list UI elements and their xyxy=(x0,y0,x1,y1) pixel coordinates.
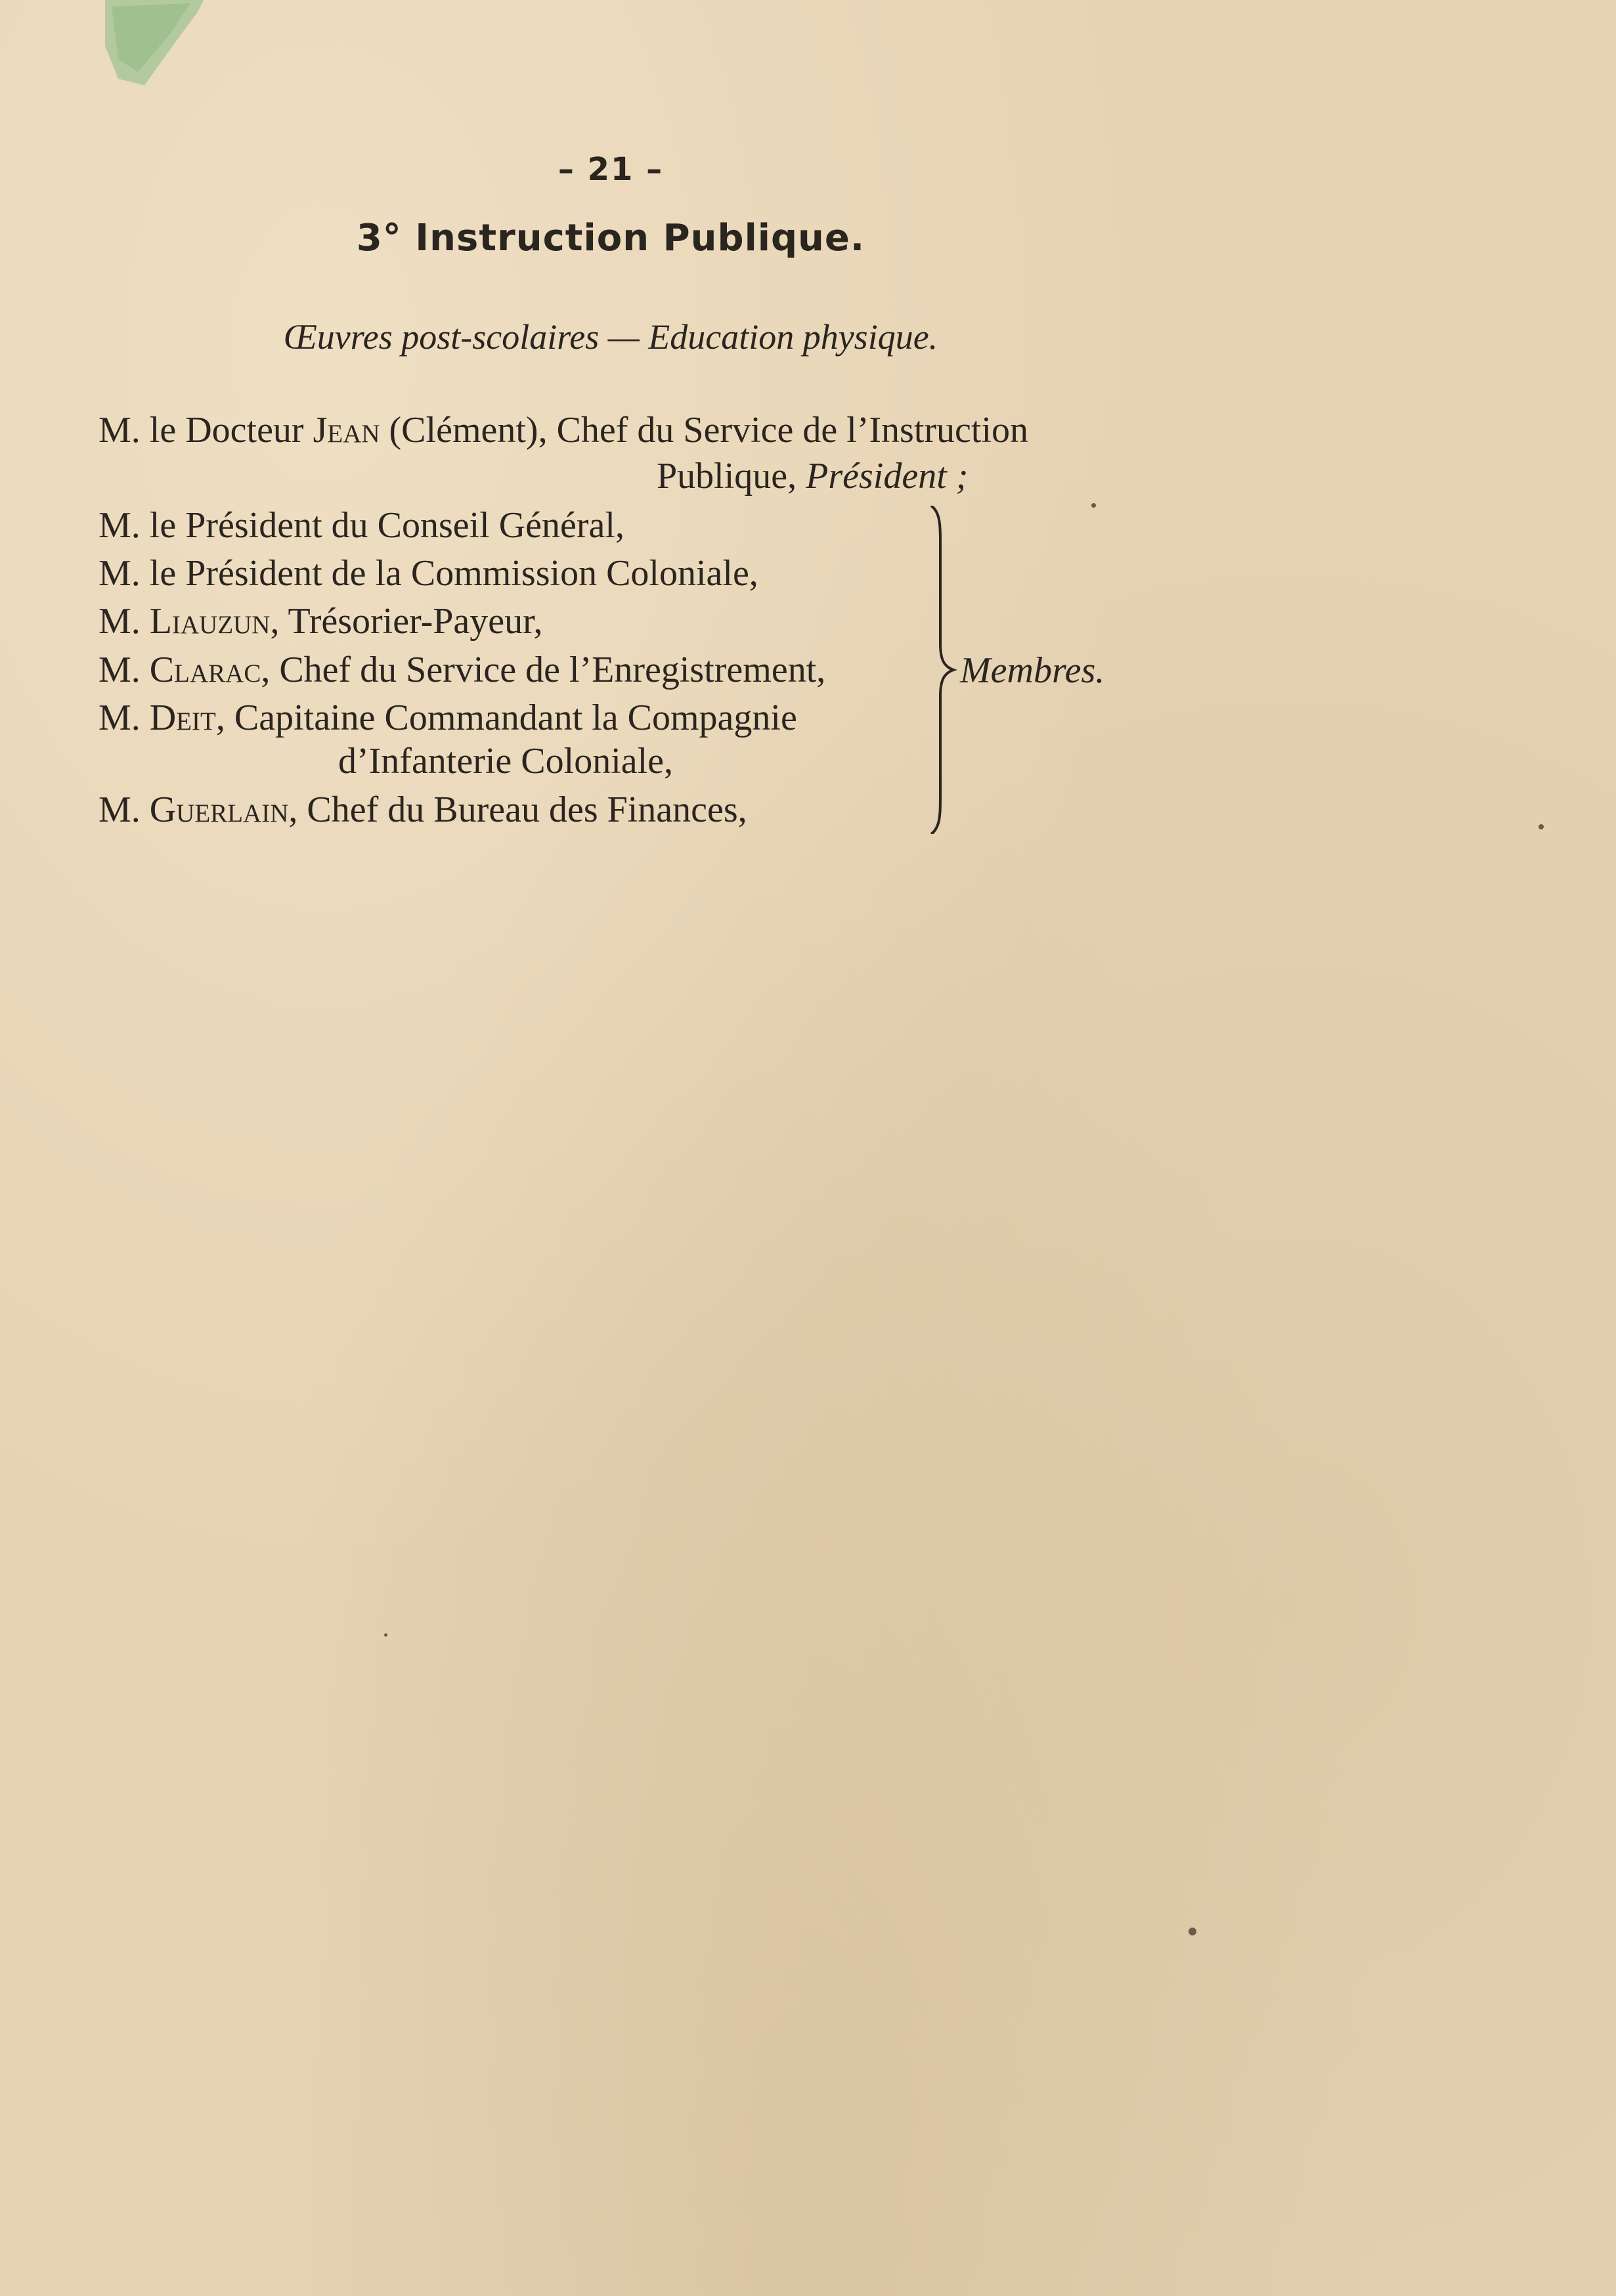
member-prefix: M. xyxy=(98,650,150,690)
member-rest: d’Infanterie Coloniale, xyxy=(338,741,674,782)
president-name: Jean xyxy=(313,410,380,451)
speck xyxy=(1091,503,1096,508)
subtitle: Œuvres post-scolaires — Education physique. xyxy=(283,317,938,357)
member-rest: , Chef du Service de l’Enregistrement, xyxy=(261,650,826,690)
members-label: Membres. xyxy=(960,650,1105,691)
member-entry xyxy=(98,695,797,741)
president-role: Président ; xyxy=(806,456,969,497)
speck xyxy=(1539,824,1544,829)
member-name: Liauzun xyxy=(149,601,271,642)
member-entry xyxy=(98,550,758,596)
president-entry-line1 xyxy=(98,407,1028,453)
speck xyxy=(384,1633,387,1637)
member-prefix: M. xyxy=(98,789,150,830)
speck xyxy=(1189,1928,1196,1935)
member-entry xyxy=(98,598,543,644)
member-rest: , Trésorier-Payeur, xyxy=(270,601,543,642)
member-rest: , Chef du Bureau des Finances, xyxy=(288,789,747,830)
member-rest: , Capitaine Commandant la Compagnie xyxy=(215,697,797,738)
member-entry xyxy=(98,502,624,548)
page-number: – 21 – xyxy=(557,151,664,188)
corner-stain xyxy=(98,0,204,92)
section-title: 3° Instruction Publique. xyxy=(356,217,865,259)
president-entry-line2 xyxy=(657,453,968,499)
right-brace xyxy=(926,506,965,834)
member-name: Clarac xyxy=(149,650,261,690)
member-entry xyxy=(98,647,825,693)
member-prefix: M. xyxy=(98,697,150,738)
member-name: Guerlain xyxy=(149,789,289,830)
member-prefix: M. le Président de la Commission Coloniale, xyxy=(98,553,758,594)
president-line2: Publique, xyxy=(657,456,806,497)
member-entry-continuation xyxy=(338,738,673,784)
member-prefix: M. xyxy=(98,601,150,642)
president-prefix: M. le Docteur xyxy=(98,410,313,451)
member-entry xyxy=(98,787,747,833)
member-prefix: M. le Président du Conseil Général, xyxy=(98,505,624,546)
president-rest: (Clément), Chef du Service de l’Instruction xyxy=(380,410,1029,451)
member-name: Deit xyxy=(149,697,216,738)
